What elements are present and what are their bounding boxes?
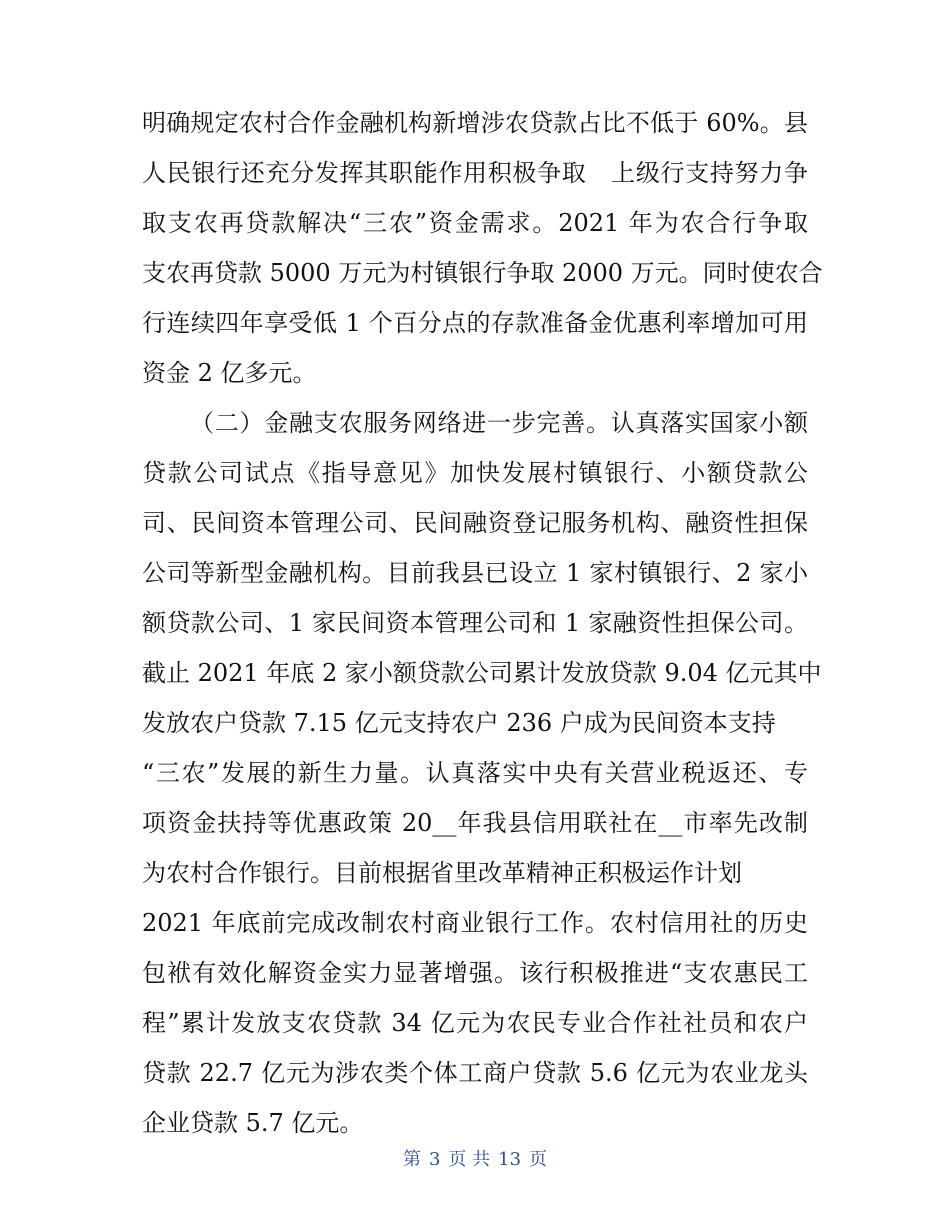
paragraph-1-line-4: 支农再贷款 5000 万元为村镇银行争取 2000 万元。同时使农合 xyxy=(142,259,823,287)
paragraph-2-line-15: 企业贷款 5.7 亿元。 xyxy=(142,1109,364,1137)
paragraph-2-line-10: 为农村合作银行。目前根据省里改革精神正积极运作计划 xyxy=(142,859,742,887)
paragraph-1-line-5: 行连续四年享受低 1 个百分点的存款准备金优惠利率增加可用 xyxy=(142,309,808,337)
paragraph-2-line-13: 程”累计发放支农贷款 34 亿元为农民专业合作社社员和农户 xyxy=(142,1009,808,1037)
paragraph-2-line-8: “三农”发展的新生力量。认真落实中央有关营业税返还、专 xyxy=(142,759,808,787)
paragraph-2-line-4: 公司等新型金融机构。目前我县已设立 1 家村镇银行、2 家小 xyxy=(142,559,808,587)
page-number-footer xyxy=(0,1145,950,1171)
paragraph-2-line-12: 包袱有效化解资金实力显著增强。该行积极推进“支农惠民工 xyxy=(142,959,808,987)
paragraph-2-line-9: 项资金扶持等优惠政策 20__年我县信用联社在__市率先改制 xyxy=(142,809,808,837)
footer-suffix: 页 xyxy=(529,1149,548,1170)
paragraph-2-line-3: 司、民间资本管理公司、民间融资登记服务机构、融资性担保 xyxy=(142,509,808,537)
paragraph-2-line-11: 2021 年底前完成改制农村商业银行工作。农村信用社的历史 xyxy=(142,909,808,937)
paragraph-2-line-14: 贷款 22.7 亿元为涉农类个体工商户贷款 5.6 亿元为农业龙头 xyxy=(142,1059,808,1087)
paragraph-1-line-6: 资金 2 亿多元。 xyxy=(142,359,317,387)
paragraph-1-line-2: 人民银行还充分发挥其职能作用积极争取 上级行支持努力争 xyxy=(142,159,808,187)
paragraph-1-line-3: 取支农再贷款解决“三农”资金需求。2021 年为农合行争取 xyxy=(142,209,808,237)
paragraph-2-line-2: 贷款公司试点《指导意见》加快发展村镇银行、小额贷款公 xyxy=(142,459,808,487)
footer-middle: 页 共 xyxy=(448,1149,491,1170)
footer-total-pages: 13 xyxy=(498,1149,522,1170)
footer-prefix: 第 xyxy=(402,1149,421,1170)
document-body xyxy=(142,98,823,1148)
footer-current-page: 3 xyxy=(428,1149,441,1170)
paragraph-1-line-1: 明确规定农村合作金融机构新增涉农贷款占比不低于 60%。县 xyxy=(142,109,808,137)
paragraph-2-line-1: （二）金融支农服务网络进一步完善。认真落实国家小额 xyxy=(190,409,808,437)
paragraph-2-line-5: 额贷款公司、1 家民间资本管理公司和 1 家融资性担保公司。 xyxy=(142,609,808,637)
paragraph-2-line-6: 截止 2021 年底 2 家小额贷款公司累计发放贷款 9.04 亿元其中 xyxy=(142,659,822,687)
paragraph-2-line-7: 发放农户贷款 7.15 亿元支持农户 236 户成为民间资本支持 xyxy=(142,709,776,737)
